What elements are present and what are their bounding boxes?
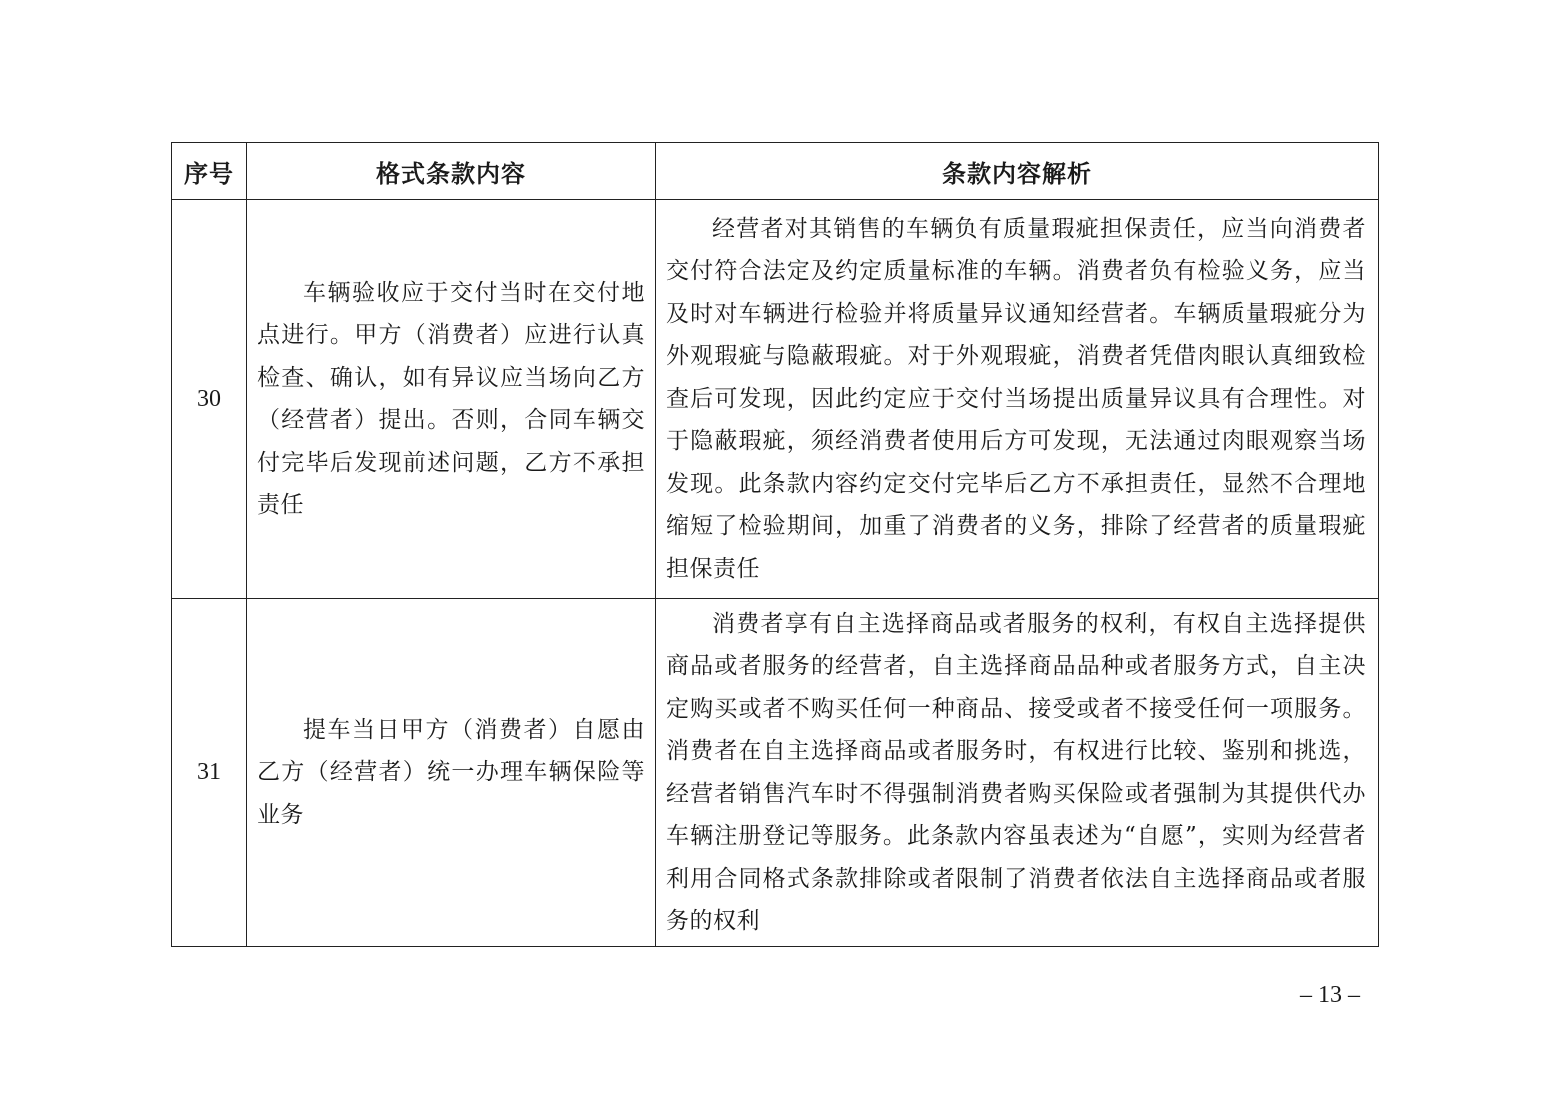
table-row — [172, 599, 1379, 947]
page-number: – 13 – — [1300, 982, 1360, 1008]
row-analysis-text: 经营者对其销售的车辆负有质量瑕疵担保责任，应当向消费者交付符合法定及约定质量标准的车辆。消费者负有检验义务，应当及时对车辆进行检验并将质量异议通知经营者。车辆质量瑕疵分为外观瑕疵与隐蔽瑕疵。对于外观瑕疵，消费者凭借肉眼认真细致检查后可发现，因此约定应于交付当场提出质量异议具有合理性。对于隐蔽瑕疵，须经消费者使用后方可发现，无法通过肉眼观察当场发现。此条款内容约定交付完毕后乙方不承担责任，显然不合理地缩短了检验期间，加重了消费者的义务，排除了经营者的质量瑕疵担保责任 — [666, 215, 1366, 582]
row-serial-number: 30 — [172, 200, 247, 599]
table-row — [172, 200, 1379, 599]
header-clause-analysis: 条款内容解析 — [656, 143, 1379, 200]
row-analysis-cell — [656, 599, 1379, 947]
row-analysis-cell — [656, 200, 1379, 599]
header-clause-content: 格式条款内容 — [247, 143, 656, 200]
row-clause-cell — [247, 200, 656, 599]
row-clause-cell — [247, 599, 656, 947]
row-clause-text: 车辆验收应于交付当时在交付地点进行。甲方（消费者）应进行认真检查、确认，如有异议应当场向乙方（经营者）提出。否则，合同车辆交付完毕后发现前述问题，乙方不承担责任 — [257, 279, 645, 518]
table-header-row — [172, 143, 1379, 200]
row-clause-text: 提车当日甲方（消费者）自愿由乙方（经营者）统一办理车辆保险等业务 — [257, 716, 645, 828]
clause-table — [171, 142, 1379, 947]
row-analysis-text: 消费者享有自主选择商品或者服务的权利，有权自主选择提供商品或者服务的经营者，自主选择商品品种或者服务方式，自主决定购买或者不购买任何一种商品、接受或者不接受任何一项服务。消费者在自主选择商品或者服务时，有权进行比较、鉴别和挑选，经营者销售汽车时不得强制消费者购买保险或者强制为其提供代办车辆注册登记等服务。此条款内容虽表述为“自愿”，实则为经营者利用合同格式条款排除或者限制了消费者依法自主选择商品或者服务的权利 — [666, 610, 1366, 934]
header-serial-number: 序号 — [172, 143, 247, 200]
row-serial-number: 31 — [172, 599, 247, 947]
